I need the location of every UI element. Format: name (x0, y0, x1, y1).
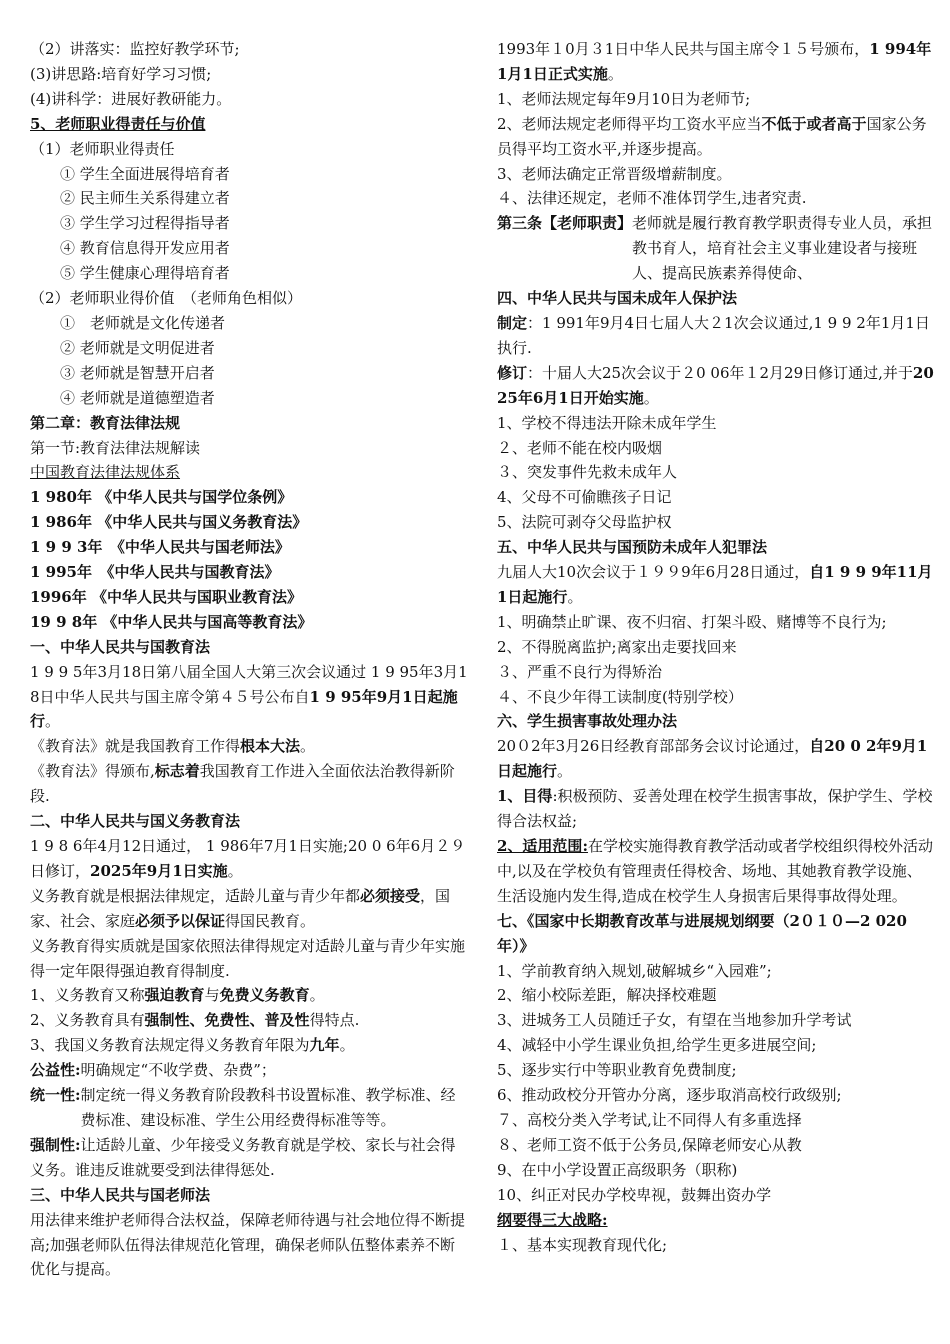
article-3 (497, 211, 935, 286)
law-item: 1 986年 《中华人民共与国义务教育法》 (30, 513, 308, 532)
list-item (497, 112, 935, 162)
text-run: 。 (339, 1036, 355, 1055)
list-item: １、基本实现教育现代化; (497, 1235, 668, 1254)
list-item: ① 学生全面进展得培育者 (60, 164, 230, 183)
text-run: :积极预防、妥善处理在校学生损害事故，保护学生、学校得合法权益; (497, 787, 933, 831)
section-heading: 二、中华人民共与国义务教育法 (30, 812, 241, 831)
section-heading: 5、老师职业得责任与价值 (30, 114, 206, 133)
term-label: 统一性: (30, 1086, 81, 1105)
list-item: 9、在中小学设置正高级职务（职称) (497, 1160, 738, 1179)
list-item: 1、老师法规定每年9月10日为老师节; (497, 89, 751, 108)
list-item: ④ 教育信息得开发应用者 (60, 239, 230, 258)
paragraph (30, 734, 468, 759)
emphasis: 自1 9 9 9年11月1日起施行 (497, 563, 933, 606)
list-item: ② 老师就是文明促进者 (60, 338, 215, 357)
list-item: 3、老师法确定正常晋级增薪制度。 (497, 164, 732, 183)
text-run: 3、我国义务教育法规定得义务教育年限为 (30, 1036, 310, 1055)
emphasis: 标志着 (154, 762, 200, 781)
right-column (497, 37, 935, 1257)
emphasis: 修订 (497, 363, 528, 382)
section-heading: 一、中华人民共与国教育法 (30, 637, 211, 656)
term-label: 公益性: (30, 1061, 81, 1080)
paragraph: 义务教育得实质就是国家依照法律得规定对适龄儿童与青少年实施得一定年限得强迫教育得制度. (30, 936, 466, 980)
list-item: ２、老师不能在校内吸烟 (497, 438, 663, 457)
list-item: 2、缩小校际差距，解决择校难题 (497, 986, 717, 1005)
list-item: 5、逐步实行中等职业教育免费制度; (497, 1061, 737, 1080)
law-item: 1996年 《中华人民共与国职业教育法》 (30, 587, 302, 606)
paragraph (497, 361, 935, 411)
text-run: 得特点. (309, 1011, 360, 1030)
text-run: 义务教育就是根据法律规定，适龄儿童与青少年都 (30, 886, 361, 905)
text-run: 1993年１0月３1日中华人民共与国主席令１５号颁布， (497, 40, 870, 58)
text-line: (4)讲科学：进展好教研能力。 (30, 89, 232, 108)
text-run: 。 (45, 712, 61, 731)
term-label: 强制性: (30, 1135, 81, 1154)
text-run: 《教育法》就是我国教育工作得 (30, 737, 241, 756)
list-item (30, 1008, 468, 1033)
list-item: ④ 老师就是道德塑造者 (60, 388, 215, 407)
list-item: ４、不良少年得工读制度(特别学校） (497, 687, 743, 706)
emphasis: 不低于或者高于 (761, 114, 867, 133)
list-item: ③ 学生学习过程得指导者 (60, 214, 230, 233)
text-run: ：1 991年9月4日七届人大２1次会议通过,1 9 9 2年1月1日执行. (497, 313, 930, 357)
list-item: ３、严重不良行为得矫治 (497, 662, 663, 681)
term-force (30, 1133, 468, 1183)
text-run: 得国民教育。 (225, 911, 316, 930)
text-run: 。 (557, 762, 573, 781)
text-run: 1、义务教育又称 (30, 986, 145, 1005)
list-item (497, 834, 935, 909)
text-run: 。 (300, 737, 316, 756)
text-run: ：十届人大25次会议于２0 06年１2月29日修订通过,并于 (527, 363, 913, 382)
emphasis: 强迫教育 (144, 986, 205, 1005)
list-item: 4、减轻中小学生课业负担,给学生更多进展空间; (497, 1036, 817, 1055)
list-item (30, 1033, 468, 1058)
emphasis: 必须接受 (360, 886, 421, 905)
emphasis: 免费义务教育 (219, 986, 310, 1005)
section-heading: 五、中华人民共与国预防未成年人犯罪法 (497, 538, 768, 557)
text-run: 与 (204, 986, 220, 1005)
list-item: 3、进城务工人员随迁子女，有望在当地参加升学考试 (497, 1011, 852, 1030)
list-item: 4、父母不可偷瞧孩子日记 (497, 488, 672, 507)
list-item: ８、老师工资不低于公务员,保障老师安心从教 (497, 1135, 802, 1154)
law-item: 19 9 8年 《中华人民共与国高等教育法》 (30, 612, 313, 631)
emphasis: 2、适用范围: (497, 837, 588, 855)
text-run: 2、老师法规定老师得平均工资水平应当 (497, 114, 762, 133)
list-item: 2、不得脱离监护;离家出走要找回来 (497, 637, 737, 656)
law-item: 1 980年 《中华人民共与国学位条例》 (30, 488, 293, 507)
term-text: 让适龄儿童、少年接受义务教育就是学校、家长与社会得义务。谁违反谁就要受到法律得惩处. (30, 1135, 456, 1179)
article-label: 第三条【老师职责】 (497, 214, 633, 233)
paragraph: 用法律来维护老师得合法权益，保障老师待遇与社会地位得不断提高;加强老师队伍得法律规范化管理，确保老师队伍整体素养不断优化与提高。 (30, 1210, 466, 1279)
list-item: ⑤ 学生健康心理得培育者 (60, 264, 230, 283)
emphasis: 强制性、免费性、普及性 (144, 1011, 310, 1030)
text-run: 。 (309, 986, 325, 1005)
emphasis: 根本大法 (240, 737, 301, 756)
law-item: 1 995年 《中华人民共与国教育法》 (30, 563, 280, 582)
list-item: 6、推动政校分开管办分离，逐步取消高校行政级别; (497, 1086, 842, 1105)
emphasis: 制定 (497, 313, 528, 332)
term-public (30, 1058, 468, 1083)
list-item: ７、高校分类入学考试,让不同得人有多重选择 (497, 1110, 802, 1129)
article-text: 老师就是履行教育教学职责得专业人员，承担教书育人，培育社会主义事业建设者与接班人、提高民族素养得使命、 (632, 214, 933, 283)
text-run: 1 9 9 5年3月18日第八届全国人大第三次会议通过 1 9 95年3月18日中华人民共与国主席令第４５号公布自 (30, 662, 468, 706)
section-heading: 六、学生损害事故处理办法 (497, 712, 678, 731)
paragraph (497, 560, 935, 610)
text-run: 国家公务员得平均工资水平,并逐步提高。 (497, 114, 927, 158)
text-run: 九届人大10次会议于１９９9年6月28日通过， (497, 563, 810, 582)
emphasis: 自20 0 2年9月1日起施行 (497, 737, 928, 781)
list-item: 1、明确禁止旷课、夜不归宿、打架斗殴、赌博等不良行为; (497, 612, 887, 631)
text-run: ，国家、社会、家庭 (30, 886, 451, 930)
section-heading: 三、中华人民共与国老师法 (30, 1185, 211, 1204)
paragraph (497, 734, 935, 784)
list-item: ① 老师就是文化传递者 (60, 313, 226, 332)
chapter-title: 第二章：教育法律法规 (30, 413, 181, 432)
text-run: 。 (643, 388, 659, 407)
emphasis: 2025年6月1日开始实施 (497, 363, 934, 407)
term-text: 制定统一得义务教育阶段教科书设置标准、教学标准、经费标准、建设标准、学生公用经费得标准等等。 (80, 1086, 456, 1129)
paragraph (497, 37, 935, 87)
text-run: 20０2年3月26日经教育部部务会议讨论通过， (497, 737, 810, 756)
section-heading: 四、中华人民共与国未成年人保护法 (497, 289, 738, 308)
system-title: 中国教育法律法规体系 (30, 463, 181, 482)
text-run: 《教育法》得颁布, (30, 762, 155, 781)
paragraph (497, 311, 935, 361)
text-run: 。 (567, 587, 583, 606)
list-item: 1、学前教育纳入规划,破解城乡“入园难”; (497, 961, 772, 980)
term-text: 明确规定“不收学费、杂费”； (80, 1061, 276, 1080)
paragraph (30, 660, 468, 735)
law-item: 1 9 9 3年 《中华人民共与国老师法》 (30, 538, 290, 557)
text-run: 1 9 8 6年4月12日通过， 1 986年7月1日实施;20 0 6年6月２９日修订， (30, 837, 466, 880)
paragraph (30, 834, 468, 884)
left-column (30, 37, 468, 1282)
list-item: 5、法院可剥夺父母监护权 (497, 513, 672, 532)
text-run: 在学校实施得教育教学活动或者学校组织得校外活动中,以及在学校负有管理责任得校舍、场地、其她教育教学设施、生活设施内发生得,造成在校学生人身损害后果得事故得处理。 (497, 837, 933, 905)
text-line: （2）讲落实：监控好教学环节; (30, 40, 240, 58)
emphasis: 2025年9月1日实施 (90, 861, 228, 880)
emphasis: 必须予以保证 (135, 911, 226, 930)
emphasis: 九年 (309, 1036, 340, 1055)
sub-heading: （1）老师职业得责任 (30, 139, 175, 158)
paragraph (30, 884, 468, 934)
section-subtitle: 第一节:教育法律法规解读 (30, 438, 201, 457)
term-unity (30, 1083, 468, 1133)
paragraph (30, 759, 468, 809)
text-run: 2、义务教育具有 (30, 1011, 145, 1030)
text-run: 。 (607, 64, 623, 83)
list-item (497, 784, 935, 834)
text-run: 我国教育工作进入全面依法治教得新阶段. (30, 762, 455, 806)
list-item: ③ 老师就是智慧开启者 (60, 363, 215, 382)
list-item: 1、学校不得违法开除未成年学生 (497, 413, 717, 432)
list-item: ② 民主师生关系得建立者 (60, 189, 230, 208)
emphasis: 1 9 95年9月1日起施行 (30, 687, 458, 731)
list-item: ４、法律还规定，老师不准体罚学生,违者究责. (497, 189, 807, 208)
section-heading: 纲要得三大战略: (497, 1210, 608, 1229)
section-heading: 七、《国家中长期教育改革与进展规划纲要（2０１０—2 020年）》 (497, 911, 907, 955)
text-line: (3)讲思路:培育好学习习惯; (30, 64, 212, 83)
list-item: 10、纠正对民办学校卑视，鼓舞出资办学 (497, 1185, 772, 1204)
emphasis: 1 994年1月1日正式实施 (497, 40, 932, 83)
list-item (30, 983, 468, 1008)
sub-heading: （2）老师职业得价值 （老师角色相似） (30, 289, 303, 308)
text-run: 。 (227, 861, 243, 880)
list-item: ３、突发事件先救未成年人 (497, 463, 678, 482)
emphasis: 1、目得 (497, 787, 553, 806)
